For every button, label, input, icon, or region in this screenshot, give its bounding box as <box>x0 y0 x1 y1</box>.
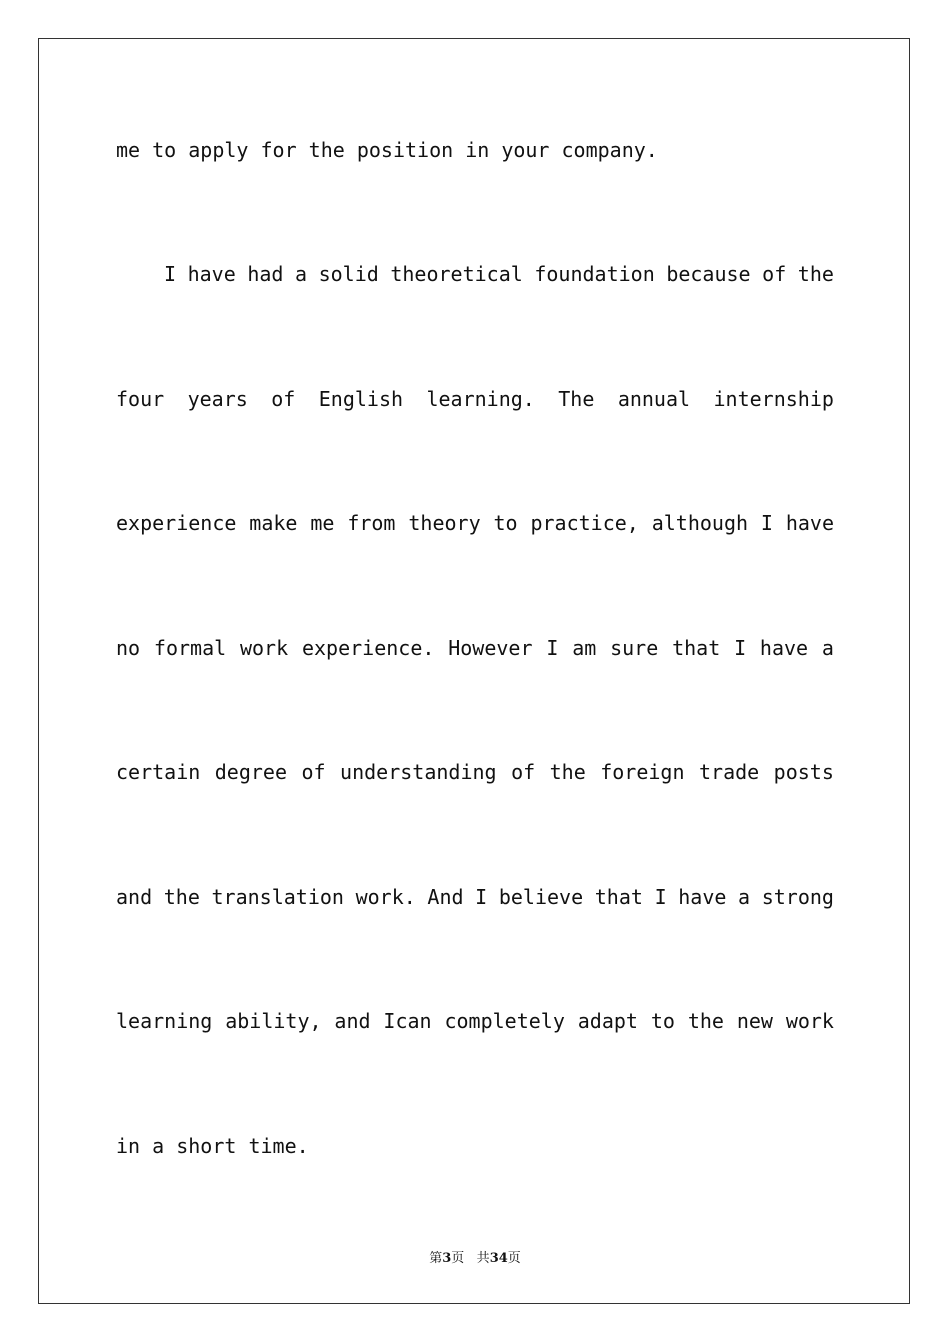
word: foundation <box>534 262 655 286</box>
word: work <box>785 1009 834 1033</box>
word: to <box>493 511 518 535</box>
word: adapt <box>577 1009 638 1033</box>
word: understanding <box>340 760 497 784</box>
word: no <box>116 636 141 660</box>
footer-prefix: 第 <box>429 1251 443 1266</box>
word: posts <box>773 760 834 784</box>
word: strong <box>761 885 834 909</box>
word: of <box>762 262 787 286</box>
word: translation <box>211 885 344 909</box>
text-line-2 <box>116 260 834 288</box>
word: learning. <box>426 387 535 411</box>
word: and <box>334 1009 371 1033</box>
word: theory <box>408 511 481 535</box>
word: However <box>448 636 533 660</box>
word: a <box>294 262 308 286</box>
footer-page-unit: 页 <box>451 1251 465 1266</box>
word: experience. <box>301 636 435 660</box>
word: a <box>821 636 834 660</box>
word: because <box>666 262 751 286</box>
word: formal <box>153 636 227 660</box>
word: from <box>347 511 396 535</box>
text-line-6 <box>116 758 834 786</box>
word: of <box>511 760 536 784</box>
word: sure <box>610 636 659 660</box>
word: make <box>249 511 298 535</box>
word: solid <box>318 262 379 286</box>
word: foreign <box>600 760 685 784</box>
footer-total-prefix: 共 <box>476 1251 490 1266</box>
word: certain <box>116 760 201 784</box>
word: experience <box>116 511 237 535</box>
word: Ican <box>383 1009 432 1033</box>
word: that <box>672 636 721 660</box>
word: English <box>318 387 404 411</box>
word: the <box>163 885 200 909</box>
word: have <box>759 636 809 660</box>
word: practice, <box>530 511 639 535</box>
word: I <box>734 636 747 660</box>
word: the <box>797 262 834 286</box>
total-page-number: 34 <box>489 1251 508 1266</box>
word: annual <box>617 387 691 411</box>
word: I <box>164 262 177 286</box>
word: four <box>116 387 165 411</box>
word: I <box>654 885 667 909</box>
word: theoretical <box>390 262 523 286</box>
text-line-9 <box>116 1132 309 1160</box>
text-line-8 <box>116 1007 834 1035</box>
word: have <box>678 885 727 909</box>
word: completely <box>444 1009 565 1033</box>
text-line-5 <box>116 634 834 662</box>
word: I <box>475 885 488 909</box>
word: me <box>310 511 335 535</box>
word: that <box>594 885 643 909</box>
page-footer <box>0 1247 950 1266</box>
word: have <box>785 511 834 535</box>
word: the <box>549 760 586 784</box>
word: work. <box>355 885 416 909</box>
word: had <box>247 262 284 286</box>
word: learning <box>116 1009 213 1033</box>
word: ability, <box>225 1009 322 1033</box>
text-line-3 <box>116 385 834 413</box>
word: years <box>187 387 248 411</box>
text-line-7 <box>116 883 834 911</box>
word: internship <box>713 387 834 411</box>
word: am <box>572 636 597 660</box>
word: a <box>738 885 751 909</box>
word: believe <box>498 885 584 909</box>
word: of <box>301 760 326 784</box>
word: have <box>187 262 236 286</box>
word: and <box>116 885 153 909</box>
word: The <box>558 387 595 411</box>
text-line-content: me to apply for the position in your company. <box>116 138 658 162</box>
word: I <box>760 511 773 535</box>
word: And <box>427 885 464 909</box>
word: I <box>546 636 559 660</box>
footer-total-unit: 页 <box>507 1251 521 1266</box>
word: of <box>271 387 296 411</box>
word: trade <box>698 760 760 784</box>
page-frame <box>38 38 910 1304</box>
current-page-number: 3 <box>442 1251 452 1266</box>
word: although <box>651 511 749 535</box>
text-line-4 <box>116 509 834 537</box>
word: new <box>736 1009 773 1033</box>
text-line-content: in a short time. <box>116 1134 309 1158</box>
word: to <box>650 1009 675 1033</box>
word: the <box>687 1009 724 1033</box>
text-line-1 <box>116 136 658 164</box>
word: work <box>239 636 289 660</box>
word: degree <box>214 760 288 784</box>
